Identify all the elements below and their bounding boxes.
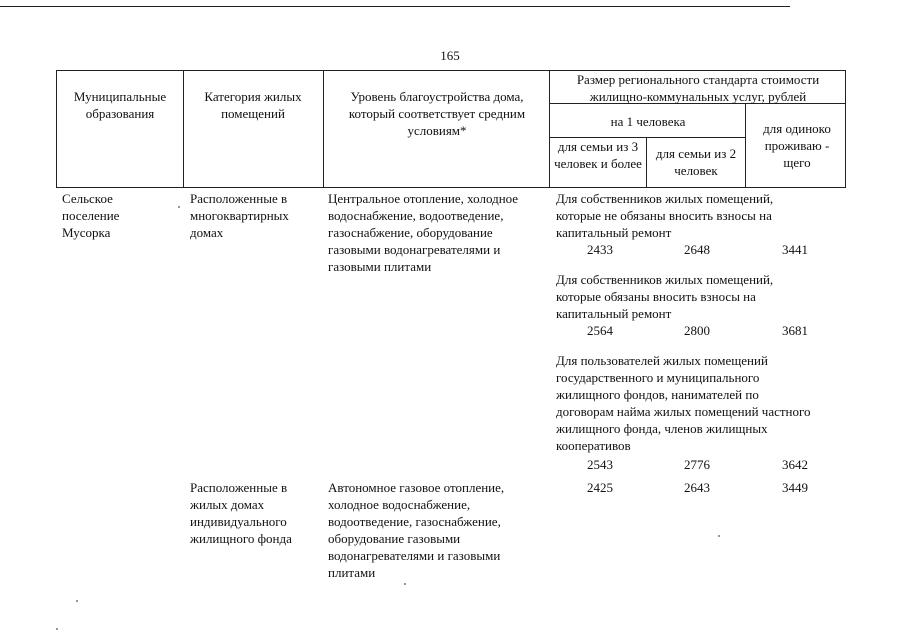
- group-3-value-single: 3642: [782, 457, 808, 472]
- header-bottom-border: [56, 187, 845, 188]
- group-3-label: Для пользователей жилых помещений государственного и муниципального жилищного фондов, нанимателей по договорам найма жилых помещений частного жилищного фонда, членов жилищных кооперативов: [556, 353, 811, 453]
- scan-speck: [718, 535, 720, 537]
- col-border-left: [56, 70, 57, 188]
- group-3-value-family3: 2543: [587, 457, 613, 472]
- top-rule: [0, 6, 790, 7]
- header-single: для одиноко проживаю - щего: [763, 121, 831, 170]
- row2-value-family3: 2425: [587, 480, 613, 495]
- col-border-2: [323, 70, 324, 188]
- col-border-4: [646, 137, 647, 188]
- group-2-label: Для собственников жилых помещений, которые обязаны вносить взносы на капитальный ремонт: [556, 272, 774, 321]
- scan-speck: [404, 583, 406, 585]
- header-per-person: на 1 человека: [610, 114, 686, 129]
- header-municipality: Муниципальные образования: [73, 89, 167, 121]
- group-1-value-family3: 2433: [587, 242, 613, 257]
- header-family3: для семьи из 3 человек и более: [554, 139, 642, 171]
- group-2-value-family2: 2800: [684, 323, 710, 338]
- category-cell-1: Расположенные в многоквартирных домах: [190, 191, 289, 240]
- group-1-value-single: 3441: [782, 242, 808, 257]
- col-border-3: [549, 70, 550, 188]
- row2-value-single: 3449: [782, 480, 808, 495]
- scan-speck: [76, 600, 78, 602]
- level-cell-1: Центральное отопление, холодное водоснабжение, водоотведение, газоснабжение, оборудование газовыми водонагревателями и газовыми плитами: [328, 191, 519, 274]
- col-border-right: [845, 70, 846, 188]
- scan-speck: [56, 628, 58, 630]
- group-1-label: Для собственников жилых помещений, которые не обязаны вносить взносы на капитальный ремонт: [556, 191, 774, 240]
- col-border-1: [183, 70, 184, 188]
- category-cell-2: Расположенные в жилых домах индивидуального жилищного фонда: [190, 480, 292, 546]
- group-3-value-family2: 2776: [684, 457, 710, 472]
- col-border-5: [745, 103, 746, 188]
- header-category: Категория жилых помещений: [204, 89, 302, 121]
- level-cell-2: Автономное газовое отопление, холодное водоснабжение, водоотведение, газоснабжение, оборудование газовыми водонагревателями и газовыми плитами: [328, 480, 505, 580]
- header-family2: для семьи из 2 человек: [655, 146, 737, 178]
- row2-value-family2: 2643: [684, 480, 710, 495]
- header-standard-size: Размер регионального стандарта стоимости жилищно-коммунальных услуг, рублей: [576, 72, 820, 104]
- group-2-value-single: 3681: [782, 323, 808, 338]
- group-2-value-family3: 2564: [587, 323, 613, 338]
- group-1-value-family2: 2648: [684, 242, 710, 257]
- scan-speck: [178, 206, 180, 208]
- header-level: Уровень благоустройства дома, который соответствует средним условиям*: [348, 89, 526, 138]
- municipality-cell: Сельское поселение Мусорка: [62, 191, 120, 240]
- page-number: 165: [440, 48, 460, 63]
